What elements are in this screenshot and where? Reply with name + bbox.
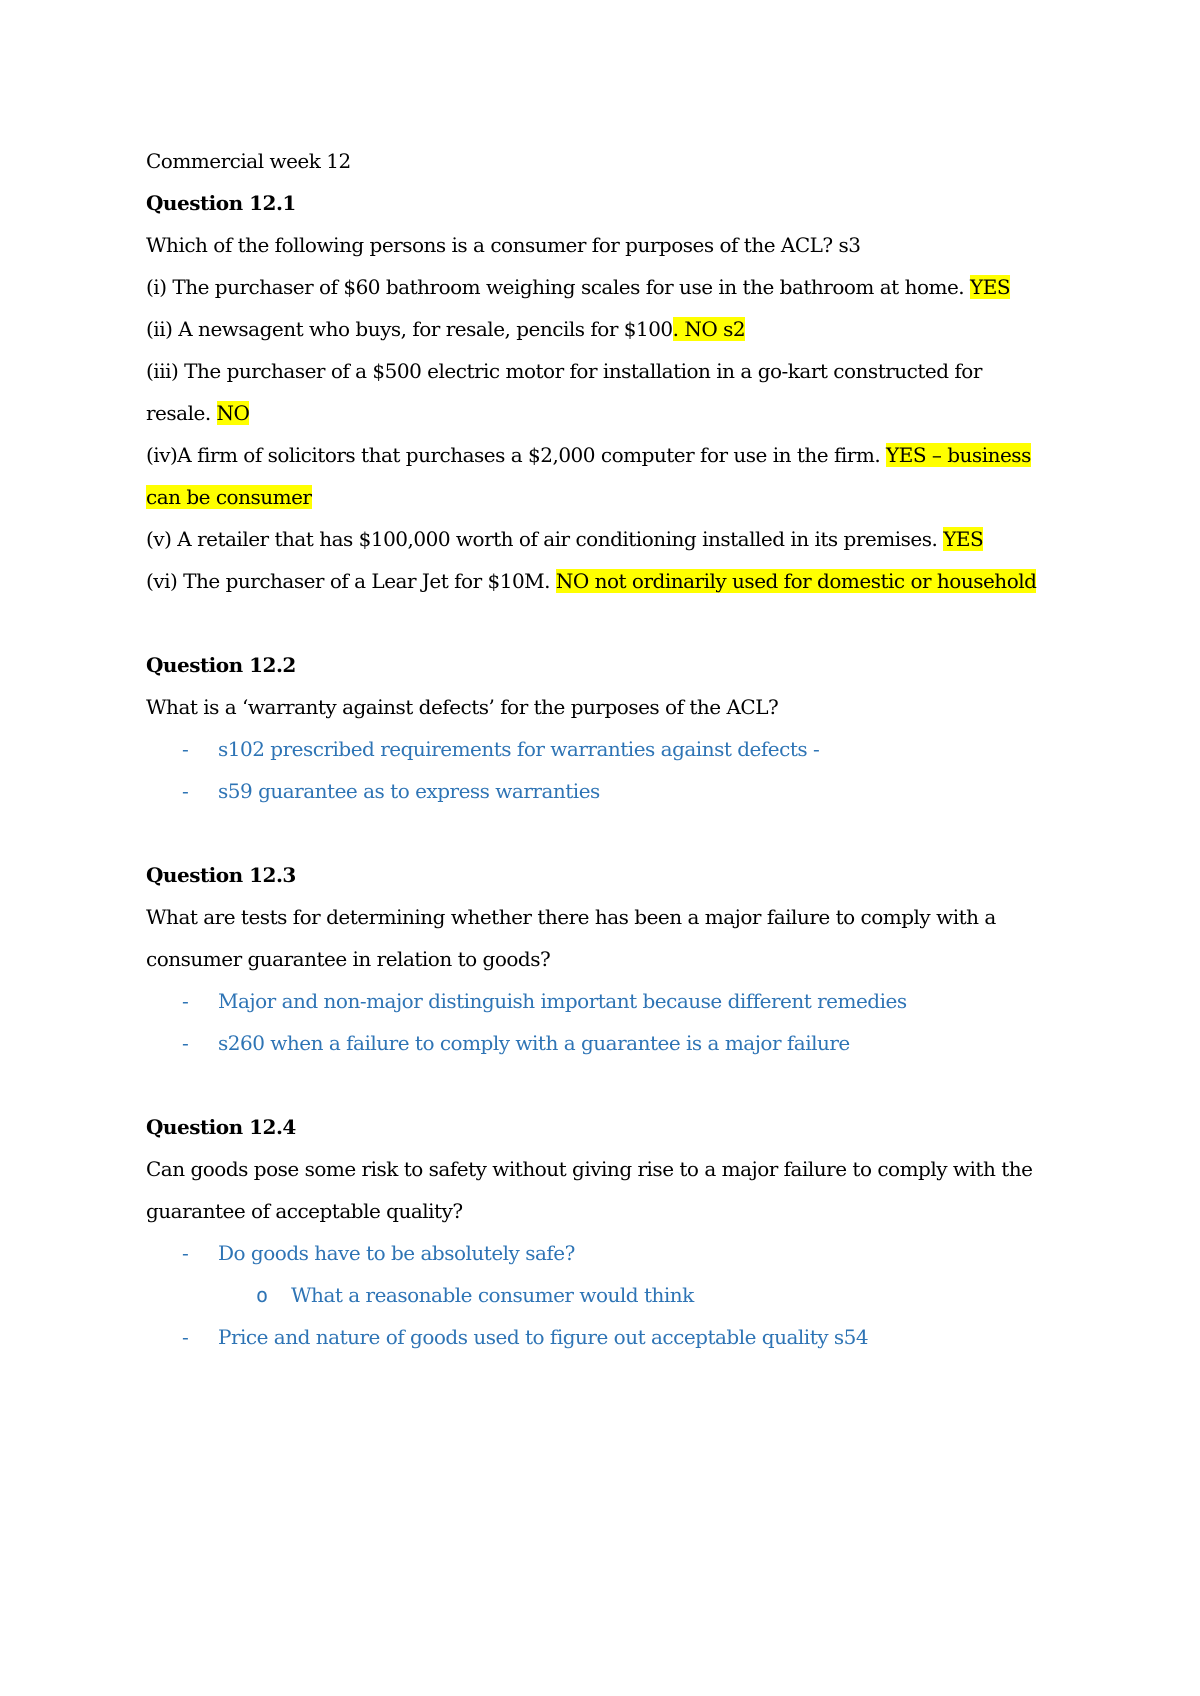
bullet-text: Price and nature of goods used to figure out acceptable quality s54 — [218, 1325, 869, 1349]
dash-marker: - — [182, 737, 189, 761]
item-text: (v) A retailer that has $100,000 worth of air conditioning installed in its premises. — [146, 527, 944, 551]
answer-highlight: . NO s2 — [672, 317, 746, 341]
question-heading: Question 12.2 — [146, 653, 296, 677]
question-heading: Question 12.4 — [146, 1115, 296, 1139]
bullet-text: Major and non-major distinguish important because different remedies — [218, 989, 907, 1013]
bullet-text: s59 guarantee as to express warranties — [218, 779, 600, 803]
paragraph-spacer — [146, 1064, 1076, 1106]
item-text: (vi) The purchaser of a Lear Jet for $10M. — [146, 569, 556, 593]
question-prompt-continued: consumer guarantee in relation to goods? — [146, 947, 551, 971]
item-text: (i) The purchaser of $60 bathroom weighing scales for use in the bathroom at home. — [146, 275, 971, 299]
bullet-text: s102 prescribed requirements for warranties against defects - — [218, 737, 820, 761]
dash-marker: - — [182, 1031, 189, 1055]
question-item — [146, 434, 1076, 476]
item-text: (iv)A firm of solicitors that purchases a $2,000 computer for use in the firm. — [146, 443, 887, 467]
question-item — [146, 266, 1076, 308]
answer-highlight: NO not ordinarily used for domestic or household — [555, 569, 1037, 593]
question-item — [146, 308, 1076, 350]
question-prompt: What are tests for determining whether there has been a major failure to comply with a — [146, 905, 996, 929]
paragraph-spacer — [146, 602, 1076, 644]
item-text: (ii) A newsagent who buys, for resale, pencils for $100 — [146, 317, 673, 341]
bullet-text: What a reasonable consumer would think — [291, 1283, 694, 1307]
document-page — [146, 140, 1076, 1358]
question-heading: Question 12.1 — [146, 191, 296, 215]
answer-sub-bullet — [146, 1274, 1076, 1316]
answer-highlight: NO — [216, 401, 250, 425]
answer-bullet — [146, 1232, 1076, 1274]
question-item-continued — [146, 476, 1076, 518]
question-item-continued — [146, 392, 1076, 434]
answer-highlight: YES – business — [886, 443, 1031, 467]
answer-bullet — [146, 1022, 1076, 1064]
circle-bullet-icon: o — [256, 1283, 268, 1307]
answer-highlight: YES — [943, 527, 984, 551]
question-item — [146, 560, 1076, 602]
item-text: resale. — [146, 401, 217, 425]
dash-marker: - — [182, 1325, 189, 1349]
question-prompt: Which of the following persons is a consumer for purposes of the ACL? s3 — [146, 233, 861, 257]
question-prompt-continued: guarantee of acceptable quality? — [146, 1199, 463, 1223]
bullet-text: Do goods have to be absolutely safe? — [218, 1241, 575, 1265]
question-prompt: Can goods pose some risk to safety without giving rise to a major failure to comply with the — [146, 1157, 1033, 1181]
question-item — [146, 518, 1076, 560]
question-heading: Question 12.3 — [146, 863, 296, 887]
dash-marker: - — [182, 1241, 189, 1265]
answer-bullet — [146, 728, 1076, 770]
dash-marker: - — [182, 989, 189, 1013]
dash-marker: - — [182, 779, 189, 803]
document-title: Commercial week 12 — [146, 149, 351, 173]
answer-highlight: can be consumer — [146, 485, 312, 509]
answer-bullet — [146, 980, 1076, 1022]
answer-highlight: YES — [970, 275, 1011, 299]
question-item — [146, 350, 1076, 392]
bullet-text: s260 when a failure to comply with a guarantee is a major failure — [218, 1031, 850, 1055]
answer-bullet — [146, 770, 1076, 812]
paragraph-spacer — [146, 812, 1076, 854]
item-text: (iii) The purchaser of a $500 electric motor for installation in a go-kart constructed for — [146, 359, 982, 383]
question-prompt: What is a ‘warranty against defects’ for the purposes of the ACL? — [146, 695, 779, 719]
answer-bullet — [146, 1316, 1076, 1358]
